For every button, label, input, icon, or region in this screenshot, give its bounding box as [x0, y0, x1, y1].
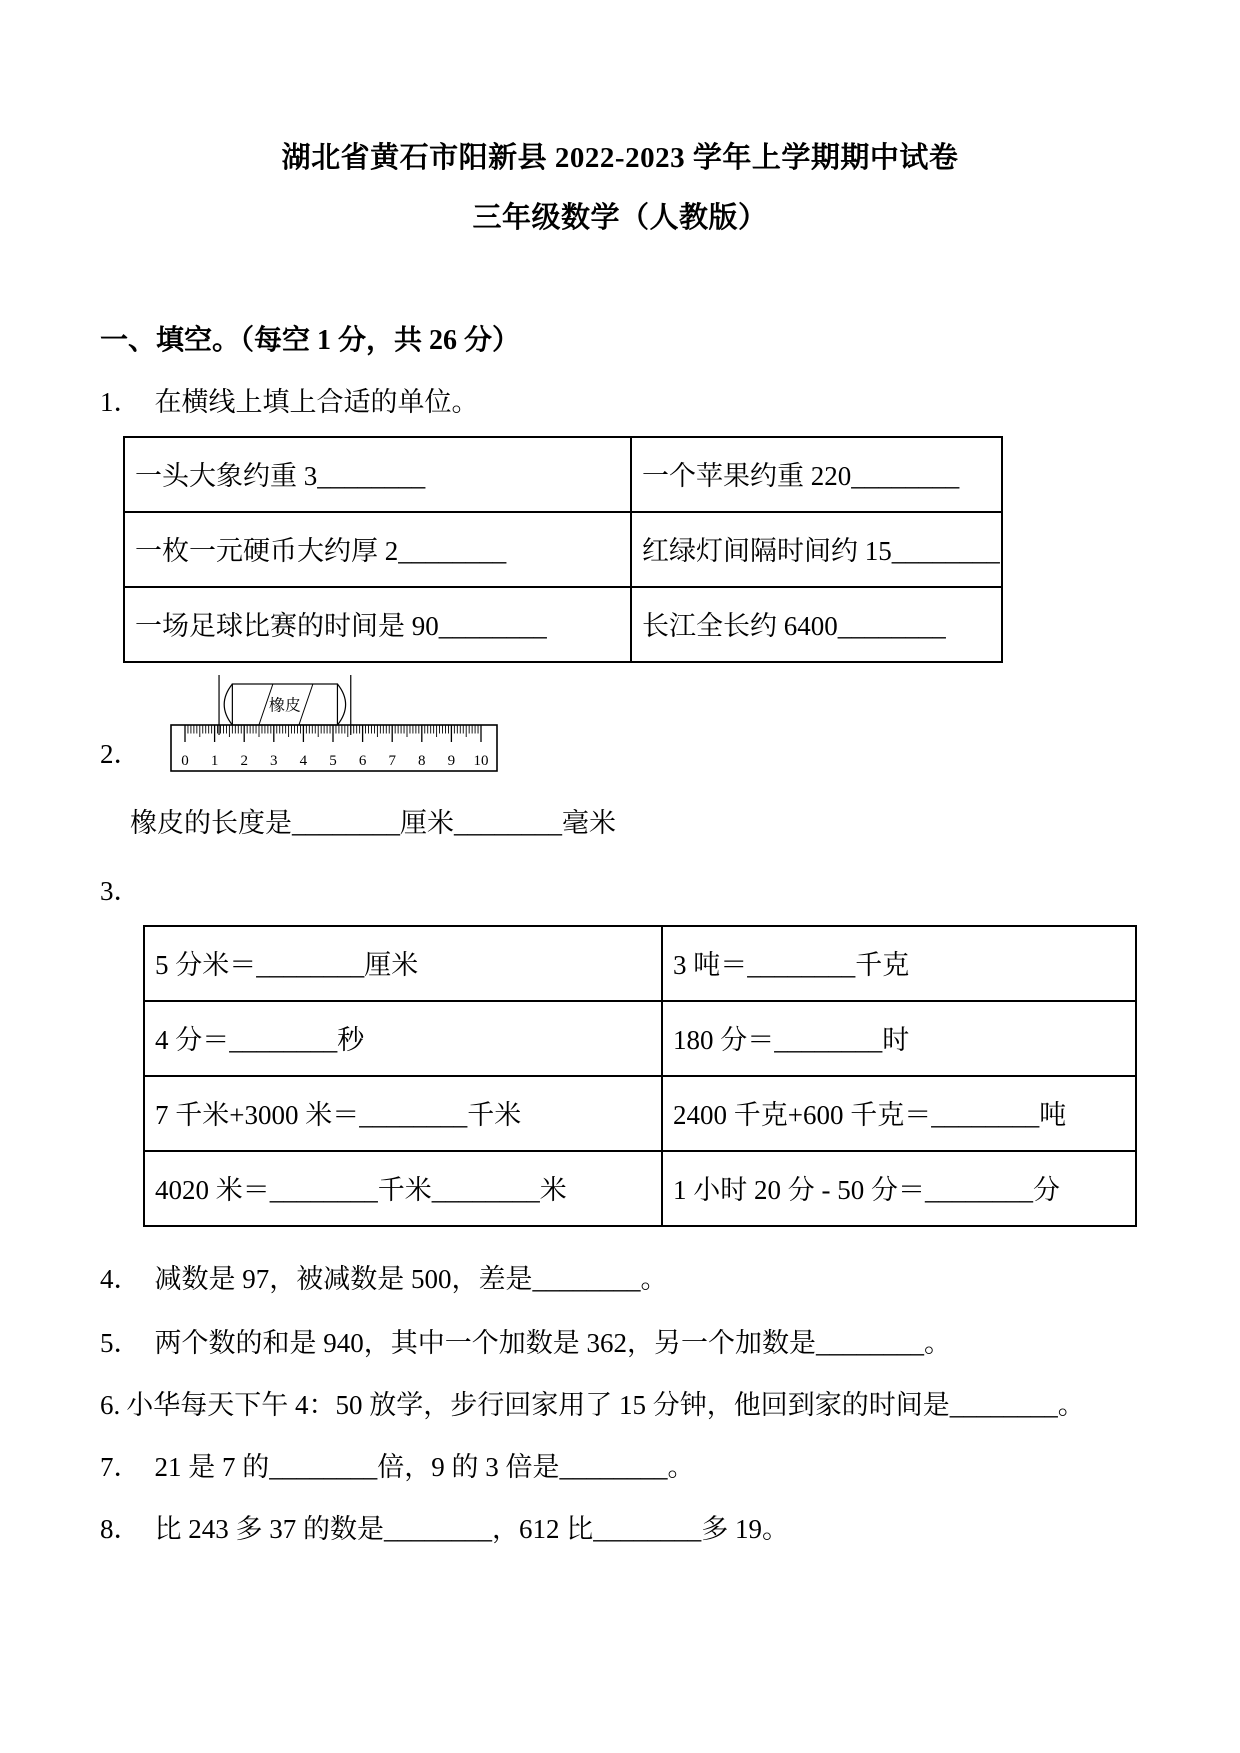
ruler-eraser-figure: [169, 673, 499, 773]
section-heading: 一、填空。（每空 1 分，共 26 分）: [100, 325, 521, 356]
question-5: [100, 1325, 1140, 1361]
units-fill-table: [123, 436, 1003, 663]
question-7-number: 7．: [100, 1452, 141, 1482]
table-row: [124, 512, 1002, 587]
question-7: [100, 1449, 1140, 1485]
question-4-text: 减数是 97，被减数是 500，差是________。: [154, 1264, 668, 1294]
question-3: [100, 873, 1140, 909]
svg-text:3: 3: [270, 753, 278, 769]
table-cell: 一枚一元硬币大约厚 2________: [124, 512, 631, 587]
page-subtitle: 三年级数学（人教版）: [472, 202, 768, 234]
title-block: [100, 138, 1140, 238]
svg-text:6: 6: [358, 753, 367, 769]
page-title: 湖北省黄石市阳新县 2022-2023 学年上学期期中试卷: [281, 142, 959, 174]
svg-text:5: 5: [329, 753, 337, 769]
question-1: [100, 384, 1140, 420]
table-row: [144, 926, 1136, 1001]
table-row: [124, 437, 1002, 512]
table-cell: 长江全长约 6400________: [631, 587, 1002, 662]
svg-text:1: 1: [210, 753, 219, 769]
table-cell: 一个苹果约重 220________: [631, 437, 1002, 512]
question-2-answer-line: 橡皮的长度是________厘米________毫米: [130, 808, 616, 838]
question-1-number: 1．: [100, 387, 141, 417]
question-2-number: 2．: [100, 739, 141, 769]
table-cell: 3 吨＝________千克: [662, 926, 1136, 1001]
question-6: [100, 1387, 1140, 1423]
table-cell: 一头大象约重 3________: [124, 437, 631, 512]
question-5-text: 两个数的和是 940，其中一个加数是 362，另一个加数是________。: [154, 1328, 951, 1358]
table-cell: 1 小时 20 分 - 50 分＝________分: [662, 1151, 1136, 1226]
table-cell: 7 千米+3000 米＝________千米: [144, 1076, 662, 1151]
question-8-text: 比 243 多 37 的数是________，612 比________多 19。: [154, 1514, 789, 1544]
table-cell: 4 分＝________秒: [144, 1001, 662, 1076]
table-cell: 180 分＝________时: [662, 1001, 1136, 1076]
table-cell: 2400 千克+600 千克＝________吨: [662, 1076, 1136, 1151]
svg-text:2: 2: [240, 753, 248, 769]
svg-text:7: 7: [388, 753, 396, 769]
question-5-number: 5．: [100, 1328, 141, 1358]
conversion-fill-table: [143, 925, 1137, 1227]
question-3-number: 3．: [100, 876, 141, 906]
svg-text:8: 8: [418, 753, 426, 769]
table-cell: 5 分米＝________厘米: [144, 926, 662, 1001]
question-8-number: 8．: [100, 1514, 141, 1544]
svg-text:0: 0: [181, 753, 189, 769]
question-2: [100, 673, 1140, 773]
eraser-label: 橡皮: [268, 697, 301, 715]
table-row: [144, 1151, 1136, 1226]
question-6-text: 小华每天下午 4：50 放学，步行回家用了 15 分钟，他回到家的时间是________。: [126, 1390, 1085, 1420]
svg-text:10: 10: [473, 753, 489, 769]
question-6-number: 6.: [100, 1390, 121, 1420]
question-8: [100, 1511, 1140, 1547]
question-1-text: 在横线上填上合适的单位。: [154, 387, 479, 417]
table-row: [124, 587, 1002, 662]
table-row: [144, 1076, 1136, 1151]
table-cell: 一场足球比赛的时间是 90________: [124, 587, 631, 662]
table-row: [144, 1001, 1136, 1076]
question-7-text: 21 是 7 的________倍，9 的 3 倍是________。: [154, 1452, 695, 1482]
svg-text:4: 4: [299, 753, 308, 769]
table-cell: 4020 米＝________千米________米: [144, 1151, 662, 1226]
svg-text:9: 9: [447, 753, 456, 769]
table-cell: 红绿灯间隔时间约 15________: [631, 512, 1002, 587]
question-4-number: 4．: [100, 1264, 141, 1294]
question-4: [100, 1261, 1140, 1297]
